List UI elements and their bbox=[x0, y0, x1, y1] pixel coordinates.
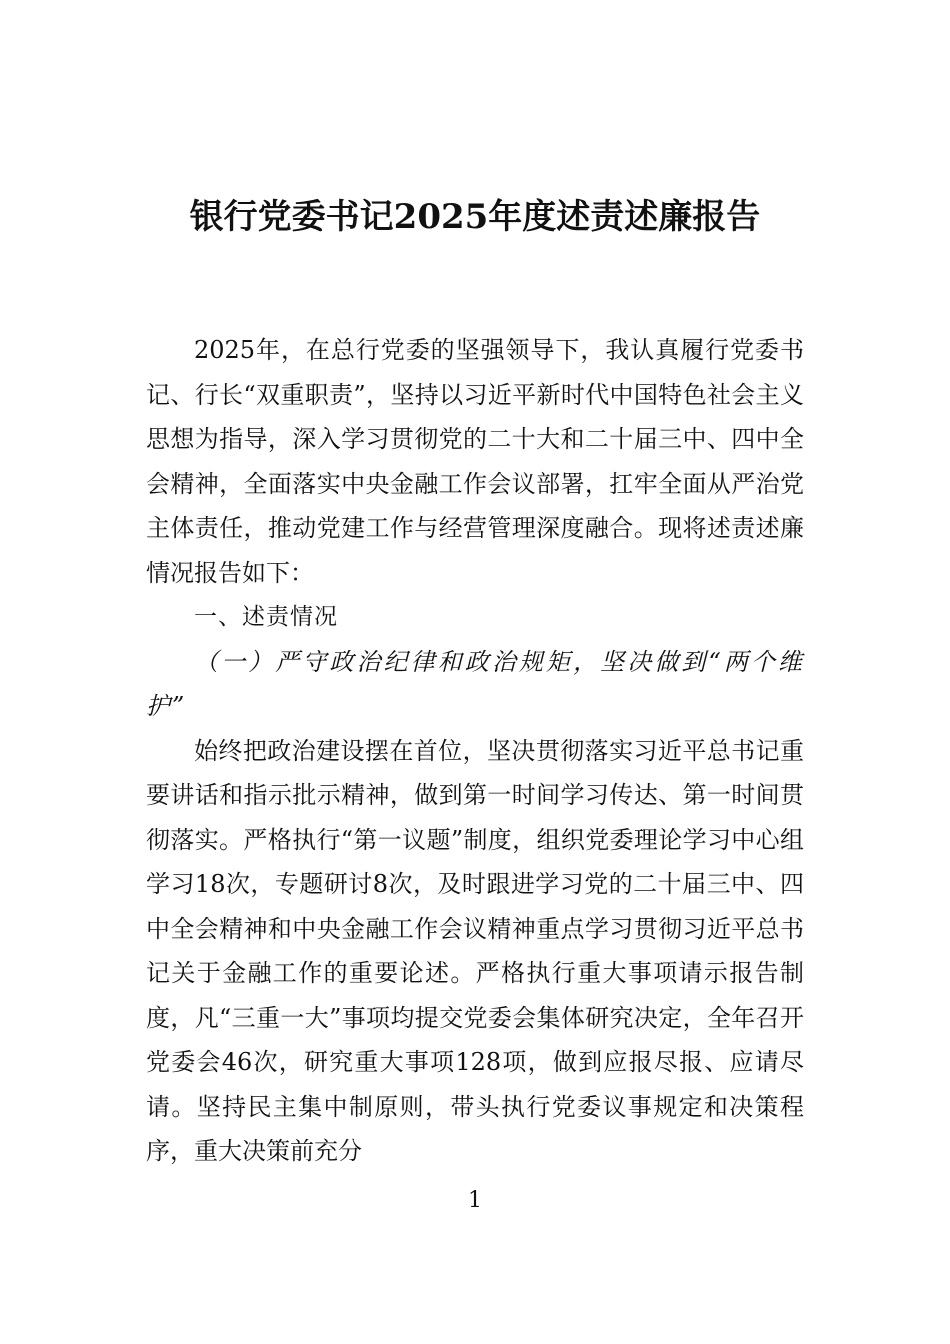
document-body bbox=[146, 328, 804, 1174]
body-paragraph-1: 始终把政治建设摆在首位，坚决贯彻落实习近平总书记重要讲话和指示批示精神，做到第一时间学习传达、第一时间贯彻落实。严格执行“第一议题”制度，组织党委理论学习中心组学习18次，专题研讨8次，及时跟进学习党的二十届三中、四中全会精神和中央金融工作会议精神重点学习贯彻习近平总书记关于金融工作的重要论述。严格执行重大事项请示报告制度，凡“三重一大”事项均提交党委会集体研究决定，全年召开党委会46次，研究重大事项128项，做到应报尽报、应请尽请。坚持民主集中制原则，带头执行党委议事规定和决策程序，重大决策前充分 bbox=[146, 736, 804, 1165]
document-title: 银行党委书记2025年度述责述廉报告 bbox=[189, 197, 761, 237]
page-number: 1 bbox=[468, 1188, 482, 1213]
subsection-heading-1: （一）严守政治纪律和政治规矩，坚决做到“两个维护” bbox=[146, 647, 804, 720]
section-heading-1: 一、述责情况 bbox=[194, 604, 338, 630]
intro-paragraph: 2025年，在总行党委的坚强领导下，我认真履行党委书记、行长“双重职责”，坚持以习近平新时代中国特色社会主义思想为指导，深入学习贯彻党的二十大和二十届三中、四中全会精神，全面落实中央金融工作会议部署，扛牢全面从严治党主体责任，推动党建工作与经营管理深度融合。现将述责述廉情况报告如下： bbox=[146, 336, 804, 587]
